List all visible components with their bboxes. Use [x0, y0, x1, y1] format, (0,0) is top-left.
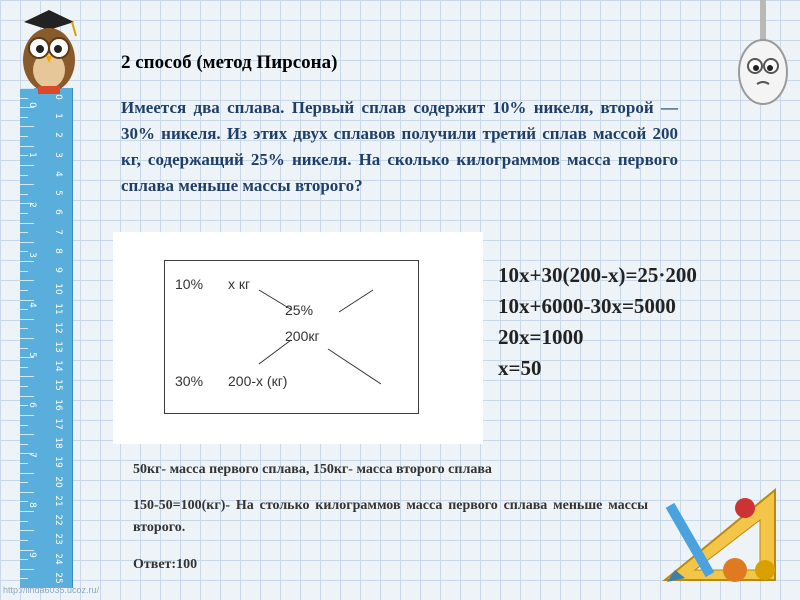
ruler-tick	[20, 415, 34, 416]
pushpin-icon	[733, 0, 795, 110]
ruler-tick	[20, 242, 34, 243]
answer-text: Ответ:100	[133, 557, 198, 572]
ruler-number: 24	[53, 552, 63, 565]
ruler-number-outer: 4	[27, 302, 37, 308]
ruler-number-outer: 0	[27, 102, 37, 108]
arrow-line-top-right	[339, 290, 373, 312]
ruler-tick	[20, 338, 34, 339]
ruler-tick	[20, 280, 34, 281]
owl-icon	[14, 8, 84, 98]
ruler-number: 5	[53, 190, 63, 196]
ruler-number: 13	[53, 341, 63, 353]
ruler-tick	[20, 146, 34, 147]
problem-statement: Имеется два сплава. Первый сплав содержит 10% никеля, второй — 30% никеля. Из этих двух сплавов получили третий сплав массой 200 кг, содержащий 25% никеля. На сколько килограммов масса первого сплава меньше массы второго?	[121, 98, 678, 195]
ruler-tick	[20, 396, 34, 397]
ruler-number-outer: 8	[27, 502, 37, 508]
ruler-number-outer: 1	[27, 152, 37, 158]
ruler-number: 4	[53, 171, 63, 177]
ruler-number-outer: 6	[27, 402, 37, 408]
diagram-top-mass: х кг	[228, 276, 251, 292]
ruler-tick	[20, 578, 28, 579]
pearson-diagram	[113, 232, 483, 444]
ruler-number: 21	[53, 495, 63, 507]
ruler-number: 23	[53, 533, 63, 546]
ruler-tick	[20, 165, 34, 166]
arrow-line-bottom-right	[328, 349, 381, 384]
equation-line: х=50	[498, 356, 542, 380]
ruler-tick	[20, 569, 34, 570]
ruler-number-outer: 9	[27, 552, 37, 558]
ruler-tick	[20, 386, 28, 387]
diagram-center-percent: 25%	[285, 302, 314, 318]
ruler-tick	[20, 194, 28, 195]
diagram-bottom-mass: 200-х (кг)	[228, 373, 288, 389]
ruler-number: 19	[53, 456, 63, 469]
ruler-number: 9	[53, 267, 63, 273]
ruler-number: 15	[53, 379, 63, 392]
ruler-tick	[20, 271, 28, 272]
ruler-tick	[20, 290, 28, 291]
equation-line: 10х+6000-30х=5000	[498, 294, 676, 318]
ruler-number: 22	[53, 514, 63, 526]
ruler-tick	[20, 492, 34, 493]
ruler-number: 10	[53, 283, 63, 296]
ruler-tick	[20, 434, 34, 435]
ruler-number-outer: 5	[27, 352, 37, 358]
slide-title: 2 способ (метод Пирсона)	[121, 52, 338, 73]
ruler-tick	[20, 175, 28, 176]
ruler-tick	[20, 444, 28, 445]
ruler-tick	[20, 530, 34, 531]
ruler-number: 1	[53, 113, 63, 120]
ruler-number: 16	[53, 398, 63, 411]
diagram-top-left-percent: 10%	[175, 276, 204, 292]
ruler-tick	[20, 521, 28, 522]
ruler-number: 7	[53, 228, 63, 235]
ruler-number: 17	[53, 418, 63, 430]
ruler-tick	[20, 425, 28, 426]
ruler-number-outer: 2	[27, 202, 37, 208]
ruler-tick	[20, 511, 34, 512]
diagram-center-mass: 200кг	[285, 328, 320, 344]
ruler-number-outer: 7	[27, 452, 37, 458]
ruler-tick	[20, 213, 28, 214]
ruler-number: 3	[53, 151, 63, 158]
ruler-tick	[20, 376, 34, 377]
school-tools-icon	[645, 470, 790, 585]
ruler-tick	[20, 473, 34, 474]
ruler-tick	[20, 540, 28, 541]
ruler-number: 2	[53, 132, 63, 139]
ruler-number: 8	[53, 247, 63, 254]
ruler-tick	[20, 261, 34, 262]
ruler-number: 18	[53, 437, 63, 449]
source-url: http://linda6035.ucoz.ru/	[3, 585, 100, 595]
ruler-tick	[20, 463, 28, 464]
ruler-tick	[20, 117, 28, 118]
difference-note: 150-50=100(кг)- На столько килограммов масса первого сплава меньше массы второго.	[133, 498, 648, 535]
equation-line: 20х=1000	[498, 325, 584, 349]
equation-line: 10х+30(200-х)=25·200	[498, 263, 697, 287]
ruler-tick	[20, 126, 34, 127]
ruler-tick	[20, 367, 28, 368]
diagram-bottom-left-percent: 30%	[175, 373, 204, 389]
ruler-number: 6	[53, 209, 63, 216]
ruler-decoration	[20, 88, 73, 588]
masses-note: 50кг- масса первого сплава, 150кг- масса второго сплава	[133, 462, 492, 477]
ruler-number: 12	[53, 322, 63, 334]
ruler-number: 14	[53, 360, 63, 372]
ruler-tick	[20, 223, 34, 224]
ruler-tick	[20, 136, 28, 137]
ruler-tick	[20, 184, 34, 185]
ruler-tick	[20, 319, 34, 320]
ruler-tick	[20, 328, 28, 329]
ruler-number-outer: 3	[27, 252, 37, 258]
ruler-tick	[20, 232, 28, 233]
ruler-number: 0	[53, 94, 63, 100]
ruler-number: 11	[53, 302, 63, 315]
ruler-tick	[20, 482, 28, 483]
ruler-number: 25	[53, 572, 63, 584]
ruler-number: 20	[53, 475, 63, 488]
